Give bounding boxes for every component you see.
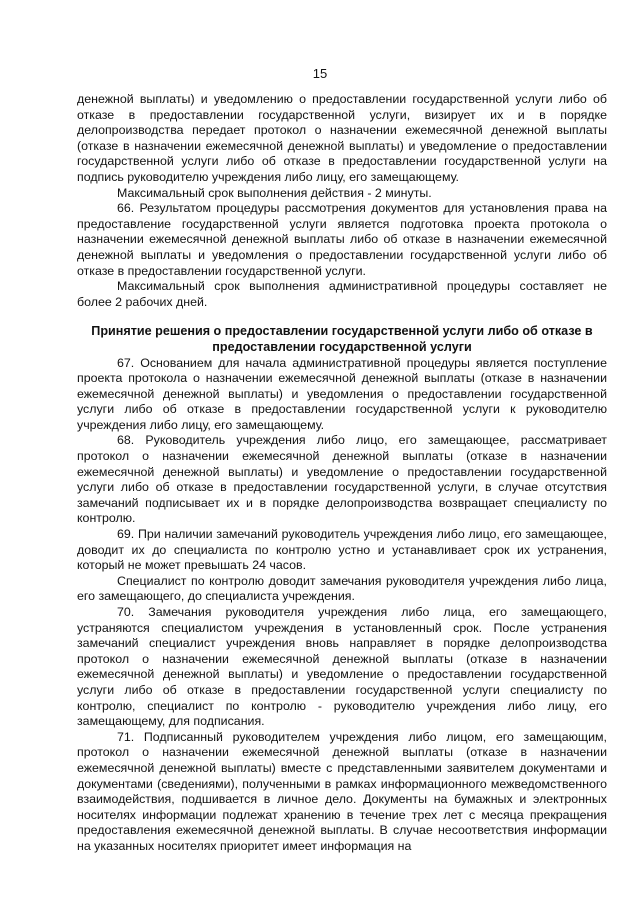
paragraph-66: 66. Результатом процедуры рассмотрения документов для установления права на предоставление государственной услуги является подготовка проекта протокола о назначении ежемесячной денежной выплаты либо об отказе в назначении ежемесячной денежной выплаты и уведомления о предоставлении государственной услуги либо об отказе в предоставлении государственной услуги. — [77, 201, 607, 278]
paragraph-69-followup: Специалист по контролю доводит замечания руководителя учреждения либо лица, его замещающего, до специалиста учреждения. — [77, 573, 607, 604]
paragraph-68: 68. Руководитель учреждения либо лицо, его замещающее, рассматривает протокол о назначении ежемесячной денежной выплаты (отказе в назначении ежемесячной денежной выплаты) и уведомление о предоставлении государственной услуги либо об отказе в предоставлении государственной услуги, в случае отсутствия замечаний подписывает их и в порядке делопроизводства возвращает специалисту по контролю. — [77, 433, 607, 526]
paragraph-71: 71. Подписанный руководителем учреждения либо лицом, его замещающим, протокол о назначении ежемесячной денежной выплаты (отказе в назначении ежемесячной денежной выплаты) вместе с представленными заявителем документами и документами (сведениями), полученными в рамках информационного межведомственного взаимодействия, подшивается в личное дело. Документы на бумажных и электронных носителях информации подлежат хранению в течение трех лет с месяца прекращения предоставления ежемесячной денежной выплаты. В случае несоответствия информации на указанных носителях приоритет имеет информация на — [77, 729, 607, 853]
page-number: 15 — [312, 66, 328, 81]
paragraph-67: 67. Основанием для начала административной процедуры является поступление проекта протокола о назначении ежемесячной денежной выплаты (отказе в назначении ежемесячной денежной выплаты) и уведомления о предоставлении государственной услуги либо об отказе в предоставлении государственной услуги к руководителю учреждения либо лицу, его замещающему. — [77, 355, 607, 432]
paragraph-69: 69. При наличии замечаний руководитель учреждения либо лицо, его замещающее, доводит их до специалиста по контролю устно и устанавливает срок их устранения, который не может превышать 24 часов. — [77, 527, 607, 573]
paragraph-max-time-action: Максимальный срок выполнения действия - 2 минуты. — [117, 185, 432, 200]
paragraph-continuation: денежной выплаты) и уведомлению о предоставлении государственной услуги либо об отказе в предоставлении государственной услуги, визирует их и в порядке делопроизводства передает протокол о назначении ежемесячной денежной выплаты (отказе в назначении ежемесячной денежной выплаты) и уведомление о предоставлении государственной услуги либо об отказе в предоставлении государственной услуги на подпись руководителю учреждения либо лицу, его замещающему. — [77, 92, 607, 184]
document-body — [77, 92, 607, 855]
section-heading: Принятие решения о предоставлении государственной услуги либо об отказе в предоставлении государственной услуги — [91, 324, 593, 354]
paragraph-70: 70. Замечания руководителя учреждения либо лица, его замещающего, устраняются специалистом учреждения в установленный срок. После устранения замечаний специалист учреждения вновь направляет в порядке делопроизводства протокол о назначении ежемесячной денежной выплаты (отказе в назначении ежемесячной денежной выплаты) и уведомление о предоставлении государственной услуги либо об отказе в предоставлении государственной услуги специалисту по контролю, специалист по контролю - руководителю учреждения либо лицу, его замещающему, для подписания. — [77, 605, 607, 729]
paragraph-max-time-procedure: Максимальный срок выполнения административной процедуры составляет не более 2 рабочих дней. — [77, 279, 607, 309]
